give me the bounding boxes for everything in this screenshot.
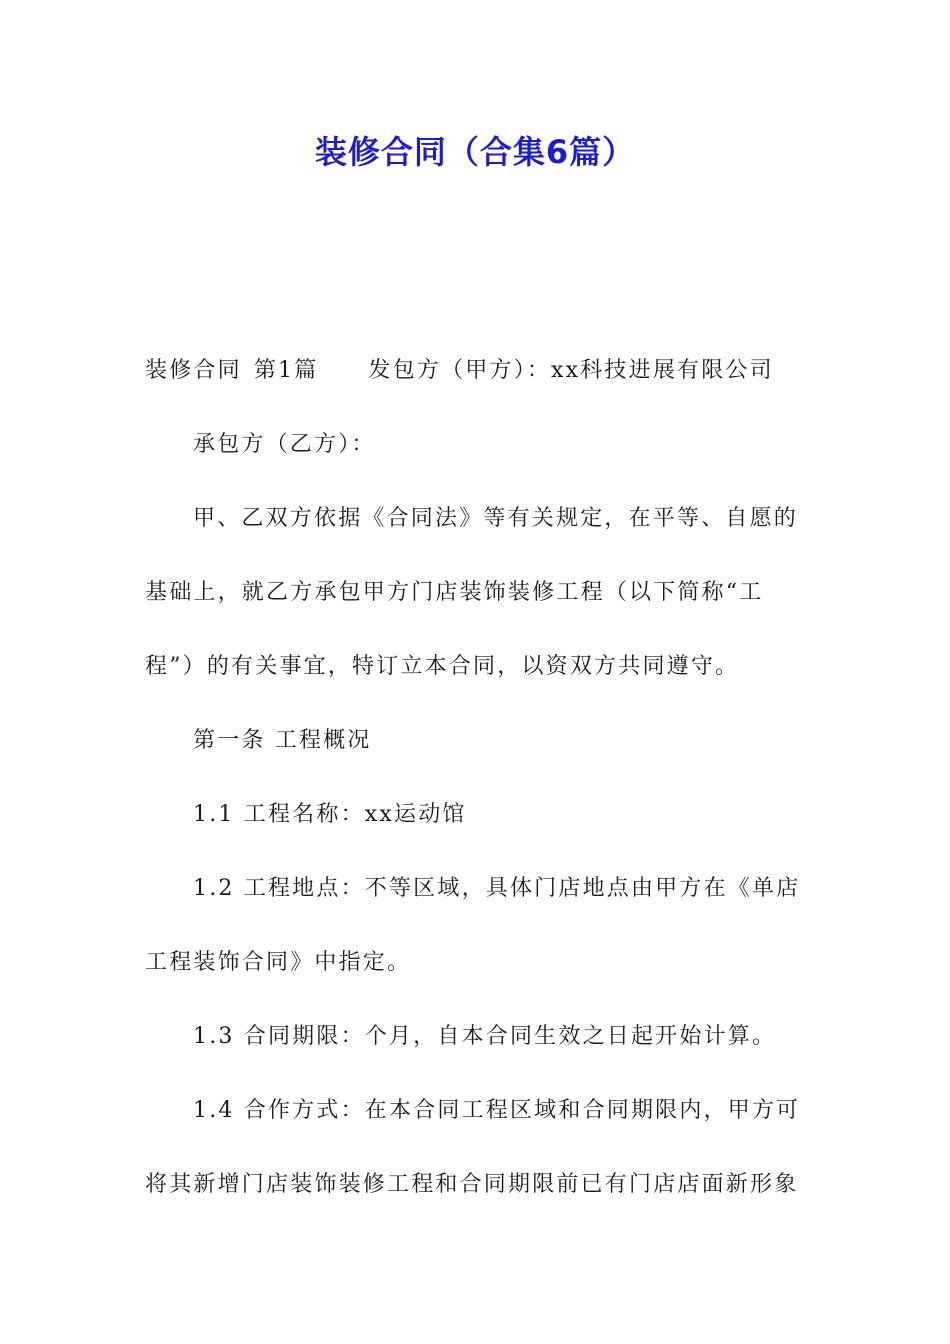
paragraph-line: 基础上，就乙方承包甲方门店装饰装修工程（以下简称“工 xyxy=(145,580,764,605)
paragraph-line: 工程装饰合同》中指定。 xyxy=(145,950,412,975)
paragraph-line: 甲、乙双方依据《合同法》等有关规定，在平等、自愿的 xyxy=(193,506,799,531)
paragraph-line: 程”）的有关事宜，特订立本合同，以资双方共同遵守。 xyxy=(145,654,740,679)
party-a-line: 发包方（甲方）：xx科技进展有限公司 xyxy=(368,358,774,383)
paragraph-line: 1.1 工程名称：xx运动馆 xyxy=(193,802,467,827)
document-body xyxy=(145,334,807,1222)
contract-label: 装修合同 xyxy=(145,358,242,383)
paragraph-line: 1.2 工程地点：不等区域，具体门店地点由甲方在《单店 xyxy=(193,876,801,901)
paragraph-line: 1.3 合同期限：个月，自本合同生效之日起开始计算。 xyxy=(193,1024,777,1049)
document-title: 装修合同（合集6篇） xyxy=(314,133,636,171)
paragraph-line: 将其新增门店装饰装修工程和合同期限前已有门店店面新形象 xyxy=(145,1172,799,1197)
paragraph-line: 1.4 合作方式：在本合同工程区域和合同期限内，甲方可 xyxy=(193,1098,801,1123)
chapter-label: 第1篇 xyxy=(253,358,319,383)
section-heading: 第一条 工程概况 xyxy=(193,728,372,753)
paragraph-line-header xyxy=(145,334,807,408)
paragraph-line: 承包方（乙方）： xyxy=(193,432,376,457)
